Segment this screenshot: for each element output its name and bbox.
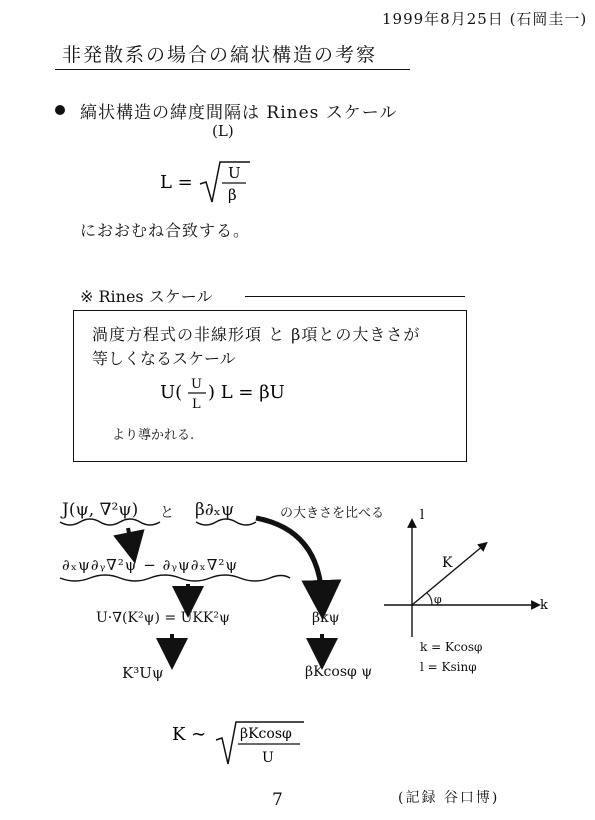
beta-underline: [196, 519, 256, 525]
k-definition: k = Kcosφ: [420, 640, 483, 654]
step-3: K³Uψ: [122, 664, 164, 682]
arrow-beta-k: [256, 518, 322, 600]
angle-label: φ: [434, 593, 442, 606]
page-number: 7: [272, 790, 283, 810]
final-result-svg: [172, 718, 312, 770]
note-line-2: 等しくなるスケール: [92, 349, 236, 368]
formula-lhs: L =: [160, 172, 193, 193]
vector-label: K: [442, 555, 453, 571]
date-author: 1999年8月25日 (石岡圭一): [382, 10, 588, 28]
beta-kcos-term: βKcosφ ψ: [305, 664, 373, 680]
step-2: U·∇(K²ψ) = UKK²ψ: [96, 610, 230, 626]
arrow-jacobian-expand: [128, 528, 132, 548]
formula-denominator: β: [228, 186, 237, 204]
wavenumber-diagram: [380, 505, 560, 645]
k-vector: [412, 545, 484, 605]
page-title: 非発散系の場合の縞状構造の考察: [62, 44, 378, 66]
final-result: [172, 718, 312, 775]
recorder: (記録 谷口博): [398, 790, 500, 806]
formula-numerator: U: [228, 164, 241, 182]
compare-text: の大きさを比べる: [280, 506, 385, 521]
note-heading: ※ Rines スケール: [80, 287, 213, 306]
beta-term: β∂ₓψ: [195, 500, 235, 520]
bullet-line-1: 縞状構造の緯度間隔は Rines スケール: [80, 103, 398, 123]
result-lhs: K ∼: [172, 724, 207, 745]
jacobian-underline: [60, 519, 160, 525]
l-axis-label: l: [420, 508, 425, 523]
l-definition: l = Ksinφ: [420, 660, 477, 674]
eq-denominator: L: [192, 397, 201, 412]
bullet-line-2: におおむね合致する。: [80, 221, 251, 240]
note-line-1: 渦度方程式の非線形項 と β項との大きさが: [92, 325, 421, 344]
eq-numerator: U: [191, 377, 202, 392]
angle-arc: [427, 593, 432, 605]
expansion-underline: [60, 575, 290, 581]
jacobian-term: J(ψ, ∇²ψ): [62, 500, 139, 520]
eq-right: ) L = βU: [208, 382, 285, 403]
result-numerator: βKcosφ: [240, 726, 292, 742]
note-line-3: より導かれる.: [112, 428, 195, 443]
bullet-symbol: (L): [212, 122, 234, 140]
k-axis-label: k: [540, 598, 548, 613]
and-word: と: [160, 505, 174, 521]
eq-left: U(: [160, 382, 183, 403]
jacobian-expansion: ∂ₓψ∂ᵧ∇²ψ − ∂ᵧψ∂ₓ∇²ψ: [62, 556, 239, 574]
result-denominator: U: [262, 750, 274, 766]
beta-k-term: βkψ: [312, 610, 340, 626]
